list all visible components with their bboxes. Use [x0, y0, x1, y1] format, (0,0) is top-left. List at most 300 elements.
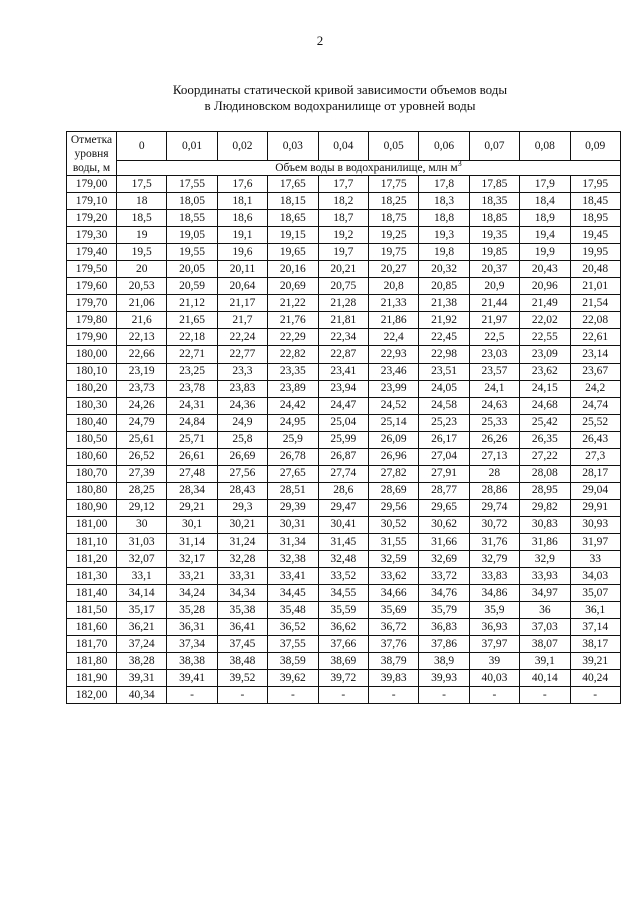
volume-cell: 18,6: [217, 210, 267, 227]
volume-cell: 32,28: [217, 551, 267, 568]
volume-cell: 34,97: [520, 585, 570, 602]
volume-cell: 22,02: [520, 312, 570, 329]
volume-cell: 23,19: [117, 363, 167, 380]
table-row: [67, 499, 621, 516]
volume-cell: 22,61: [570, 329, 620, 346]
volume-cell: 18,5: [117, 210, 167, 227]
volume-cell: -: [318, 687, 368, 704]
volume-cell: 21,22: [268, 295, 318, 312]
level-cell: 179,50: [67, 261, 117, 278]
volume-cell: 27,13: [469, 448, 519, 465]
volume-cell: 30,72: [469, 516, 519, 533]
volume-cell: 31,24: [217, 533, 267, 550]
volume-cell: 30: [117, 516, 167, 533]
volume-cell: 32,69: [419, 551, 469, 568]
volume-cell: 26,87: [318, 448, 368, 465]
volume-cell: 28,34: [167, 482, 217, 499]
level-cell: 180,10: [67, 363, 117, 380]
table-row: [67, 670, 621, 687]
table-row: [67, 619, 621, 636]
volume-cell: 32,79: [469, 551, 519, 568]
volume-cell: 37,03: [520, 619, 570, 636]
volume-cell: 24,42: [268, 397, 318, 414]
volume-cell: 29,12: [117, 499, 167, 516]
level-cell: 179,40: [67, 244, 117, 261]
volume-cell: 37,86: [419, 636, 469, 653]
table-row: [67, 482, 621, 499]
volume-cell: -: [469, 687, 519, 704]
level-cell: 181,40: [67, 585, 117, 602]
volume-cell: 21,92: [419, 312, 469, 329]
level-cell: 180,00: [67, 346, 117, 363]
volume-cell: 17,75: [368, 176, 418, 193]
volume-cell: 33,93: [520, 568, 570, 585]
volume-cell: 25,42: [520, 414, 570, 431]
volume-cell: 31,55: [368, 533, 418, 550]
volume-cell: 20,64: [217, 278, 267, 295]
table-row: [67, 585, 621, 602]
volume-cell: 24,74: [570, 397, 620, 414]
volume-cell: 20,48: [570, 261, 620, 278]
volume-cell: 37,55: [268, 636, 318, 653]
volume-cell: 18,35: [469, 193, 519, 210]
table-row: [67, 431, 621, 448]
volume-cell: 19,9: [520, 244, 570, 261]
volume-cell: 20,37: [469, 261, 519, 278]
volume-cell: 21,6: [117, 312, 167, 329]
volume-cell: 29,04: [570, 482, 620, 499]
volume-cell: 21,86: [368, 312, 418, 329]
table-row: [67, 363, 621, 380]
volume-cell: 29,3: [217, 499, 267, 516]
volume-cell: 38,28: [117, 653, 167, 670]
volume-cell: 31,03: [117, 533, 167, 550]
volume-cell: 35,17: [117, 602, 167, 619]
volume-cell: 24,84: [167, 414, 217, 431]
volume-cell: 36,93: [469, 619, 519, 636]
volume-cell: 24,2: [570, 380, 620, 397]
page-number: 2: [316, 33, 324, 48]
volume-cell: 19,25: [368, 227, 418, 244]
volume-cell: 36,21: [117, 619, 167, 636]
volume-cell: 37,66: [318, 636, 368, 653]
volume-cell: 21,76: [268, 312, 318, 329]
volume-cell: 23,14: [570, 346, 620, 363]
volume-cell: 19,2: [318, 227, 368, 244]
volume-cell: 24,9: [217, 414, 267, 431]
volume-cell: 22,29: [268, 329, 318, 346]
table-row: [67, 533, 621, 550]
step-header: 0: [117, 132, 167, 161]
volume-cell: 31,14: [167, 533, 217, 550]
level-cell: 179,60: [67, 278, 117, 295]
volume-cell: 23,94: [318, 380, 368, 397]
level-cell: 179,70: [67, 295, 117, 312]
volume-cell: 28: [469, 465, 519, 482]
volume-cell: 20,05: [167, 261, 217, 278]
title-line-1: Координаты статической кривой зависимости объемов воды: [172, 82, 508, 97]
table-row: [67, 261, 621, 278]
volume-cell: 23,25: [167, 363, 217, 380]
volume-cell: 39,93: [419, 670, 469, 687]
volume-cell: 31,97: [570, 533, 620, 550]
table-row: [67, 227, 621, 244]
volume-cell: 22,77: [217, 346, 267, 363]
volume-cell: 18,8: [419, 210, 469, 227]
volume-cell: 29,74: [469, 499, 519, 516]
volume-cell: 29,21: [167, 499, 217, 516]
table-row: [67, 278, 621, 295]
step-header: 0,02: [217, 132, 267, 161]
table-row: [67, 329, 621, 346]
volume-cell: 19,15: [268, 227, 318, 244]
table-row: [67, 516, 621, 533]
volume-cell: 26,17: [419, 431, 469, 448]
volume-cell: 20,96: [520, 278, 570, 295]
volume-cell: -: [368, 687, 418, 704]
volume-cell: 31,86: [520, 533, 570, 550]
volume-cell: 27,82: [368, 465, 418, 482]
volume-cell: 39,41: [167, 670, 217, 687]
volume-cell: 34,34: [217, 585, 267, 602]
volume-cell: 22,93: [368, 346, 418, 363]
volume-cell: 19,85: [469, 244, 519, 261]
volume-cell: 35,69: [368, 602, 418, 619]
volume-cell: 19,55: [167, 244, 217, 261]
volume-cell: 36,31: [167, 619, 217, 636]
volume-cell: 24,36: [217, 397, 267, 414]
volume-cell: 39,62: [268, 670, 318, 687]
level-cell: 181,50: [67, 602, 117, 619]
volume-cell: 20,59: [167, 278, 217, 295]
volume-cell: 38,69: [318, 653, 368, 670]
level-cell: 179,90: [67, 329, 117, 346]
volume-cell: 34,66: [368, 585, 418, 602]
level-cell: 180,90: [67, 499, 117, 516]
level-cell: 179,10: [67, 193, 117, 210]
volume-cell: 30,83: [520, 516, 570, 533]
volume-cell: 19,5: [117, 244, 167, 261]
volume-subheader: [117, 158, 621, 176]
level-cell: 180,30: [67, 397, 117, 414]
volume-cell: 21,01: [570, 278, 620, 295]
volume-cell: 33,41: [268, 568, 318, 585]
volume-cell: 26,35: [520, 431, 570, 448]
volume-cell: 38,07: [520, 636, 570, 653]
volume-cell: 37,14: [570, 619, 620, 636]
step-header-row: [67, 132, 621, 161]
volume-cell: 32,17: [167, 551, 217, 568]
volume-cell: 36,41: [217, 619, 267, 636]
volume-cell: 22,98: [419, 346, 469, 363]
volume-cell: 23,46: [368, 363, 418, 380]
volume-cell: 18,25: [368, 193, 418, 210]
volume-cell: 33,83: [469, 568, 519, 585]
volume-cell: 35,59: [318, 602, 368, 619]
volume-cell: 38,48: [217, 653, 267, 670]
volume-cell: 39,1: [520, 653, 570, 670]
volume-cell: 27,22: [520, 448, 570, 465]
volume-cell: 24,05: [419, 380, 469, 397]
volume-cell: 26,26: [469, 431, 519, 448]
volume-cell: 23,09: [520, 346, 570, 363]
volume-cell: 17,5: [117, 176, 167, 193]
volume-cell: 37,45: [217, 636, 267, 653]
volume-cell: 36,62: [318, 619, 368, 636]
volume-cell: 28,17: [570, 465, 620, 482]
table-body: [67, 176, 621, 704]
volume-cell: 30,52: [368, 516, 418, 533]
table-row: [67, 465, 621, 482]
volume-cell: 18,95: [570, 210, 620, 227]
volume-cell: 33,31: [217, 568, 267, 585]
volume-cell: 23,83: [217, 380, 267, 397]
volume-cell: 20,16: [268, 261, 318, 278]
level-cell: 182,00: [67, 687, 117, 704]
volume-cell: 20,32: [419, 261, 469, 278]
volume-cell: 18,45: [570, 193, 620, 210]
level-column-header: Отметка уровня воды, м: [67, 132, 117, 176]
volume-cell: 30,62: [419, 516, 469, 533]
volume-cell: 36,52: [268, 619, 318, 636]
volume-cell: 28,08: [520, 465, 570, 482]
level-cell: 180,50: [67, 431, 117, 448]
volume-cell: 39,83: [368, 670, 418, 687]
level-cell: 180,20: [67, 380, 117, 397]
volume-cell: 19,8: [419, 244, 469, 261]
volume-cell: 37,76: [368, 636, 418, 653]
volume-cell: 21,17: [217, 295, 267, 312]
volume-cell: 33,52: [318, 568, 368, 585]
table-row: [67, 414, 621, 431]
volume-cell: 20: [117, 261, 167, 278]
volume-cell: 35,07: [570, 585, 620, 602]
volume-cell: 26,96: [368, 448, 418, 465]
level-cell: 179,30: [67, 227, 117, 244]
level-cell: 180,60: [67, 448, 117, 465]
volume-cell: 21,06: [117, 295, 167, 312]
volume-cell: 29,91: [570, 499, 620, 516]
volume-cell: 34,14: [117, 585, 167, 602]
level-cell: 179,80: [67, 312, 117, 329]
volume-cell: 23,57: [469, 363, 519, 380]
volume-cell: 31,34: [268, 533, 318, 550]
volume-cell: -: [570, 687, 620, 704]
volume-cell: 21,54: [570, 295, 620, 312]
volume-cell: 36,1: [570, 602, 620, 619]
volume-cell: 28,6: [318, 482, 368, 499]
step-header: 0,09: [570, 132, 620, 161]
volume-cell: 28,86: [469, 482, 519, 499]
volume-cell: 29,65: [419, 499, 469, 516]
volume-cell: 25,9: [268, 431, 318, 448]
table-row: [67, 551, 621, 568]
volume-cell: 32,48: [318, 551, 368, 568]
volume-cell: 17,9: [520, 176, 570, 193]
volume-cell: 18,1: [217, 193, 267, 210]
volume-cell: 21,33: [368, 295, 418, 312]
volume-cell: 18,2: [318, 193, 368, 210]
volume-cell: 24,68: [520, 397, 570, 414]
volume-cell: 25,33: [469, 414, 519, 431]
table-row: [67, 312, 621, 329]
volume-cell: 27,56: [217, 465, 267, 482]
table-row: [67, 636, 621, 653]
volume-cell: 38,79: [368, 653, 418, 670]
volume-cell: 24,31: [167, 397, 217, 414]
volume-cell: 35,48: [268, 602, 318, 619]
volume-cell: 24,26: [117, 397, 167, 414]
volume-cell: 17,6: [217, 176, 267, 193]
volume-cell: -: [268, 687, 318, 704]
volume-cell: 23,73: [117, 380, 167, 397]
level-cell: 181,00: [67, 516, 117, 533]
table-row: [67, 602, 621, 619]
table-row: [67, 295, 621, 312]
volume-cell: 34,24: [167, 585, 217, 602]
volume-cell: 19,35: [469, 227, 519, 244]
volume-cell: 39,72: [318, 670, 368, 687]
volume-cell: 26,78: [268, 448, 318, 465]
volume-cell: 21,28: [318, 295, 368, 312]
volume-cell: -: [167, 687, 217, 704]
volume-cell: 20,85: [419, 278, 469, 295]
volume-cell: 36: [520, 602, 570, 619]
volume-cell: 22,5: [469, 329, 519, 346]
volume-cell: 35,38: [217, 602, 267, 619]
volume-cell: 22,55: [520, 329, 570, 346]
volume-cell: 17,65: [268, 176, 318, 193]
volume-cell: 32,38: [268, 551, 318, 568]
volume-cell: -: [520, 687, 570, 704]
volume-cell: 39,31: [117, 670, 167, 687]
table-row: [67, 210, 621, 227]
volume-cell: 24,15: [520, 380, 570, 397]
level-cell: 181,20: [67, 551, 117, 568]
volume-cell: 40,34: [117, 687, 167, 704]
volume-cell: 21,12: [167, 295, 217, 312]
table-row: [67, 380, 621, 397]
volume-cell: 22,18: [167, 329, 217, 346]
volume-cell: 19,45: [570, 227, 620, 244]
volume-cell: 25,99: [318, 431, 368, 448]
volume-cell: 39,21: [570, 653, 620, 670]
volume-cell: 24,47: [318, 397, 368, 414]
level-cell: 181,70: [67, 636, 117, 653]
volume-cell: 17,7: [318, 176, 368, 193]
level-cell: 181,90: [67, 670, 117, 687]
volume-cell: 31,45: [318, 533, 368, 550]
volume-cell: 26,69: [217, 448, 267, 465]
volume-cell: 25,04: [318, 414, 368, 431]
volume-cell: 19,75: [368, 244, 418, 261]
volume-cell: 20,21: [318, 261, 368, 278]
volume-cell: 29,47: [318, 499, 368, 516]
volume-cell: 28,77: [419, 482, 469, 499]
level-cell: 180,70: [67, 465, 117, 482]
volume-cell: 23,78: [167, 380, 217, 397]
volume-cell: 38,38: [167, 653, 217, 670]
volume-cell: 21,38: [419, 295, 469, 312]
volume-subheader-text: Объем воды в водохранилище, млн м: [275, 161, 458, 174]
volume-cell: 28,51: [268, 482, 318, 499]
level-cell: 181,30: [67, 568, 117, 585]
volume-cell: 19: [117, 227, 167, 244]
volume-cell: 27,3: [570, 448, 620, 465]
volume-cell: 27,65: [268, 465, 318, 482]
volume-cell: -: [419, 687, 469, 704]
volume-cell: 25,8: [217, 431, 267, 448]
volume-cell: 37,97: [469, 636, 519, 653]
volume-cell: 23,35: [268, 363, 318, 380]
volume-cell: 34,45: [268, 585, 318, 602]
table-row: [67, 244, 621, 261]
volume-cell: 20,75: [318, 278, 368, 295]
volume-cell: -: [217, 687, 267, 704]
table-row: [67, 193, 621, 210]
volume-cell: 20,11: [217, 261, 267, 278]
step-header: 0,06: [419, 132, 469, 161]
volume-cell: 25,71: [167, 431, 217, 448]
volume-cell: 34,76: [419, 585, 469, 602]
volume-cell: 35,79: [419, 602, 469, 619]
volume-cell: 23,62: [520, 363, 570, 380]
volume-table: [66, 131, 621, 704]
volume-cell: 24,63: [469, 397, 519, 414]
volume-cell: 18,15: [268, 193, 318, 210]
volume-cell: 18: [117, 193, 167, 210]
volume-cell: 22,45: [419, 329, 469, 346]
volume-cell: 37,34: [167, 636, 217, 653]
volume-cell: 29,82: [520, 499, 570, 516]
volume-cell: 34,86: [469, 585, 519, 602]
volume-cell: 22,24: [217, 329, 267, 346]
volume-cell: 20,43: [520, 261, 570, 278]
volume-cell: 23,41: [318, 363, 368, 380]
volume-cell: 22,87: [318, 346, 368, 363]
volume-cell: 30,1: [167, 516, 217, 533]
volume-cell: 38,17: [570, 636, 620, 653]
volume-cell: 20,8: [368, 278, 418, 295]
step-header: 0,03: [268, 132, 318, 161]
table-row: [67, 397, 621, 414]
volume-cell: 18,85: [469, 210, 519, 227]
table-row: [67, 346, 621, 363]
step-header: 0,07: [469, 132, 519, 161]
volume-cell: 36,83: [419, 619, 469, 636]
volume-cell: 30,93: [570, 516, 620, 533]
volume-cell: 40,24: [570, 670, 620, 687]
level-cell: 180,40: [67, 414, 117, 431]
volume-cell: 37,24: [117, 636, 167, 653]
level-cell: 181,10: [67, 533, 117, 550]
volume-cell: 18,4: [520, 193, 570, 210]
volume-cell: 40,03: [469, 670, 519, 687]
volume-cell: 21,81: [318, 312, 368, 329]
volume-cell: 26,52: [117, 448, 167, 465]
volume-cell: 39: [469, 653, 519, 670]
volume-cell: 26,09: [368, 431, 418, 448]
volume-cell: 21,65: [167, 312, 217, 329]
volume-cell: 23,89: [268, 380, 318, 397]
volume-cell: 27,48: [167, 465, 217, 482]
volume-cell: 18,3: [419, 193, 469, 210]
volume-subheader-sup: 3: [457, 158, 462, 168]
step-header: 0,08: [520, 132, 570, 161]
level-cell: 179,20: [67, 210, 117, 227]
volume-cell: 21,49: [520, 295, 570, 312]
volume-cell: 21,97: [469, 312, 519, 329]
